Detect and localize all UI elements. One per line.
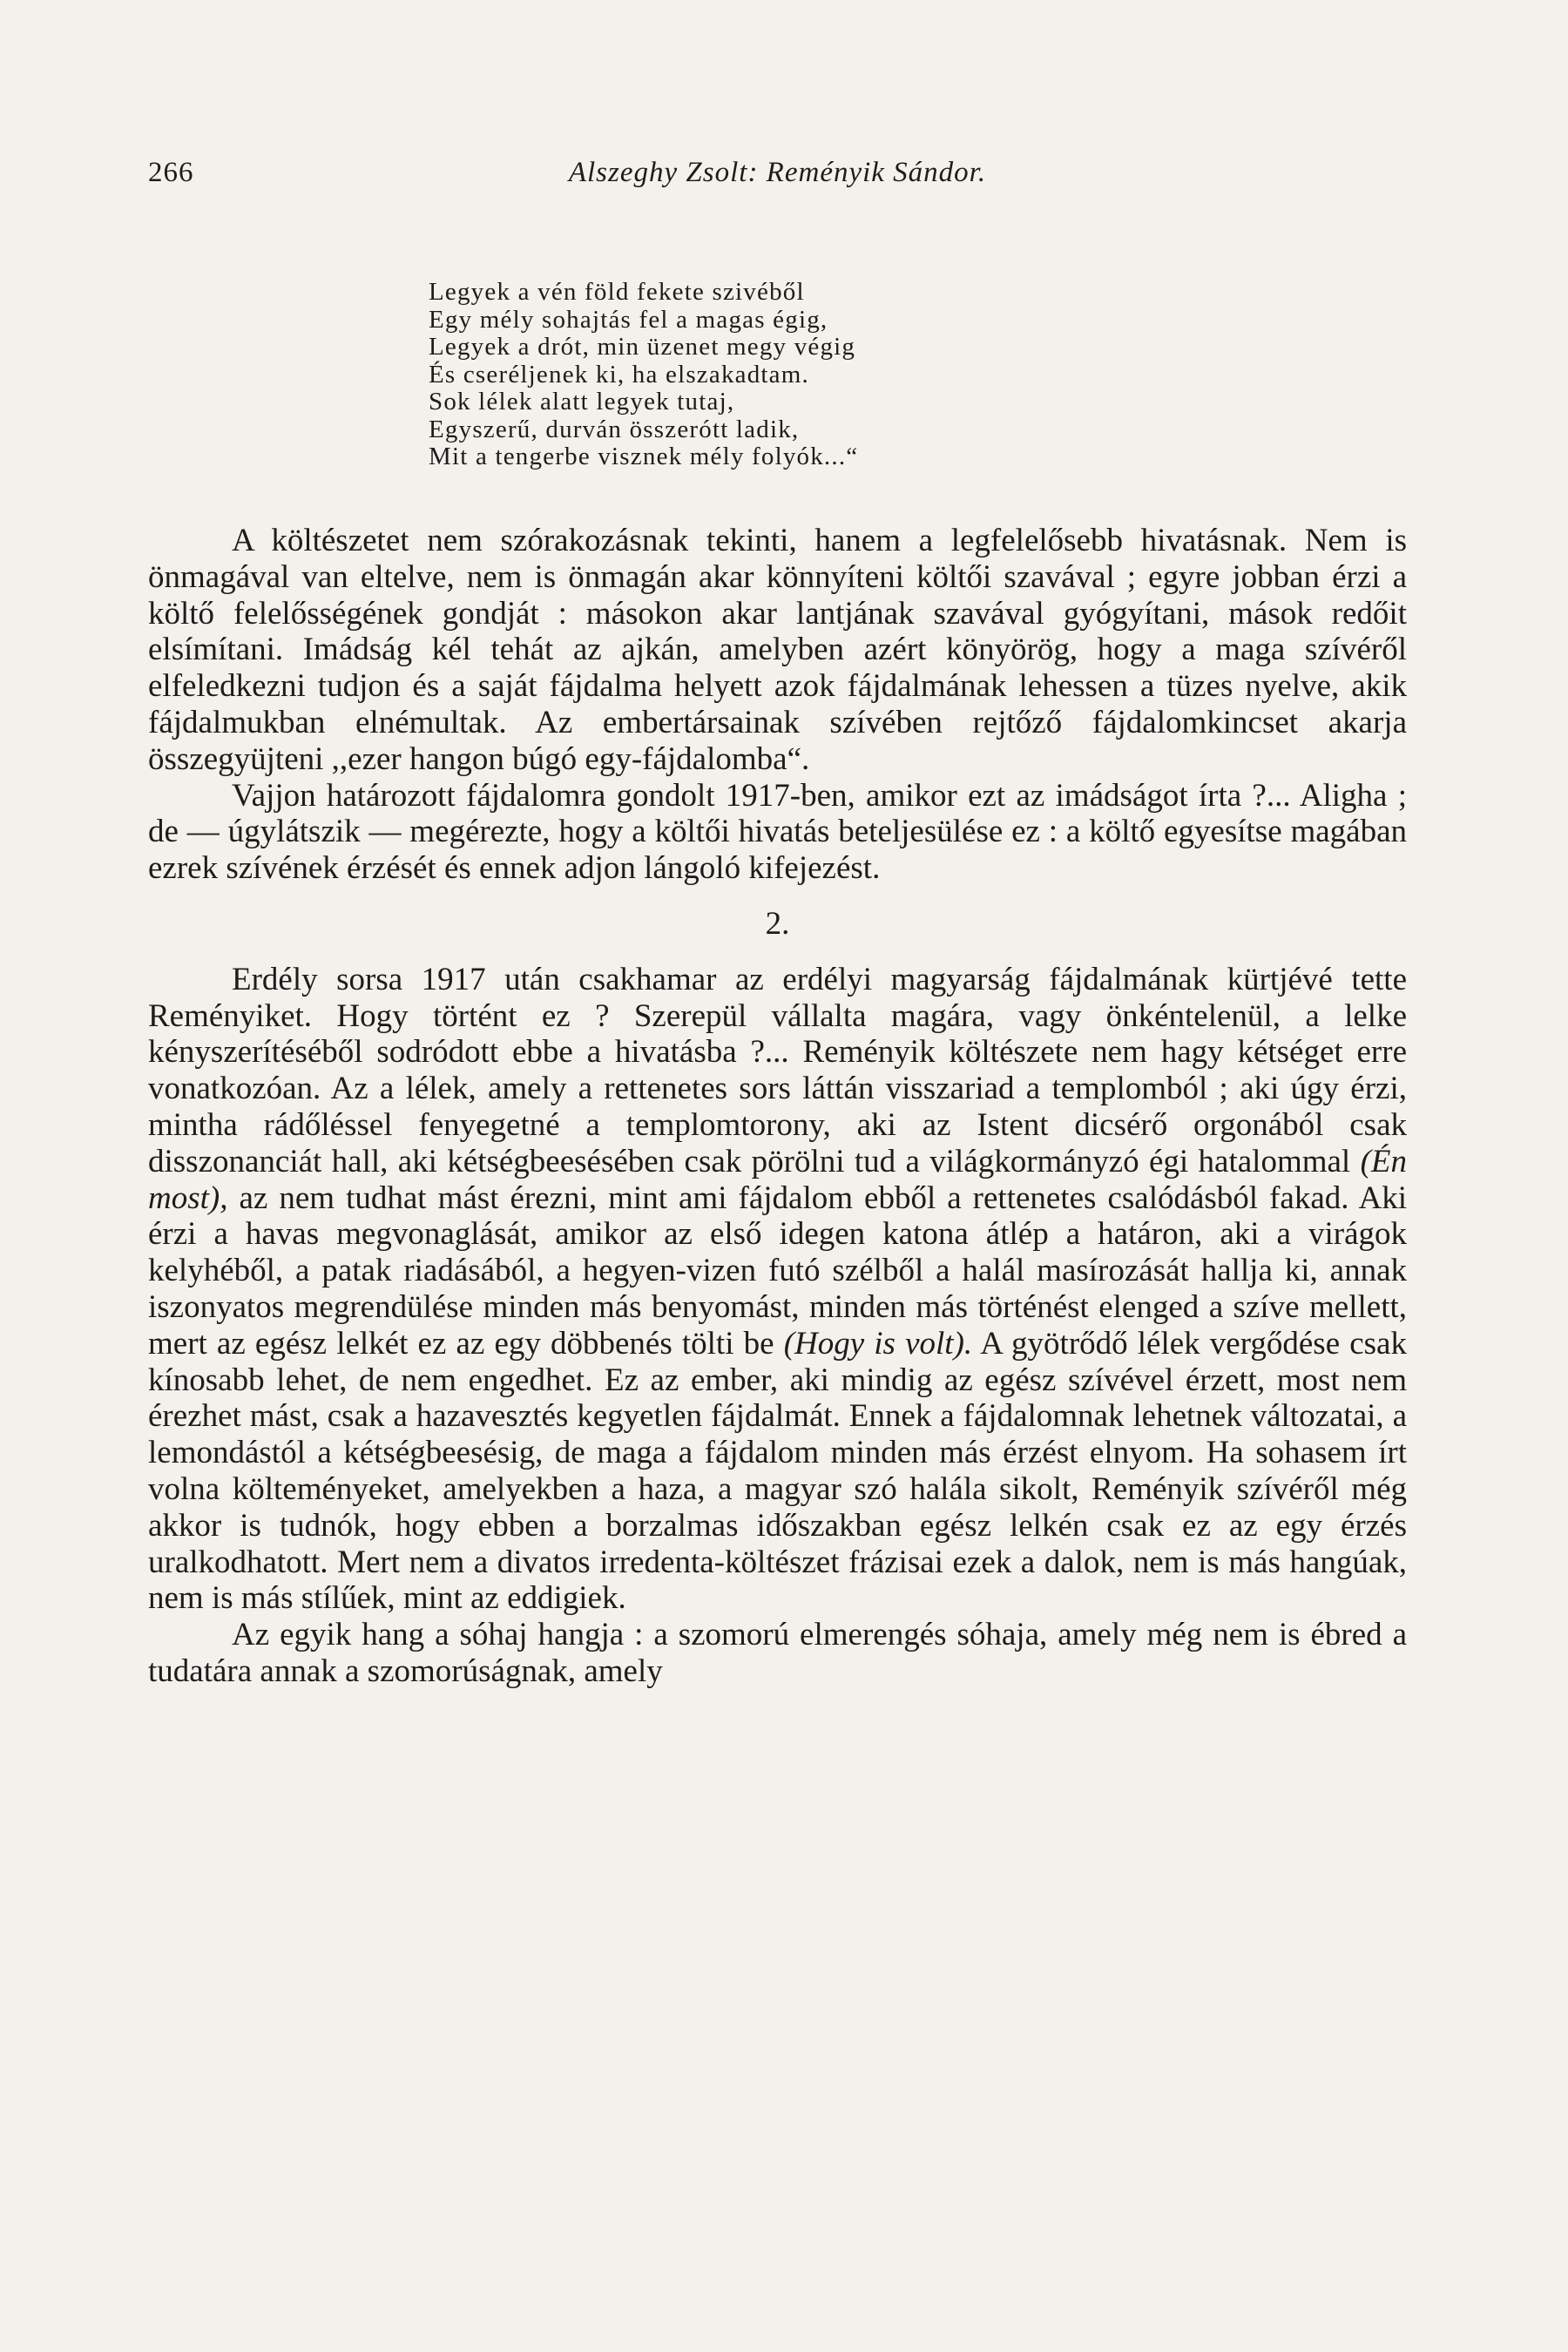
- section-number: 2.: [765, 905, 790, 942]
- paragraph-text: Erdély sorsa 1917 után csakhamar az erdélyi magyarság fájdalmának kürtjévé tette Reményiket. Hogy történt ez ? Szerepül vállalta magára, vagy önkéntelenül, a lelke kényszerítéséből sodródott ebbe a hivatásba ?... Reményik költészete nem hagy kétséget erre vonatkozóan. Az a lélek, amely a rettenetes sors láttán visszariad a templomból ; aki úgy érzi, mintha rádőléssel fenyegetné a templomtorony, aki az Istent dicsérő orgonából csak disszonanciát hall, aki kétségbeesésében csak pörölni tud a világkormányzó égi hatalommal: [148, 961, 1407, 1179]
- verse-quotation: [429, 279, 858, 471]
- verse-line: És cseréljenek ki, ha elszakadtam.: [429, 360, 809, 389]
- verse-line: Legyek a drót, min üzenet megy végig: [429, 333, 856, 361]
- running-title: Alszeghy Zsolt: Reményik Sándor.: [568, 157, 987, 188]
- verse-line: Egy mély sohajtás fel a magas égig,: [429, 305, 828, 334]
- verse-line: Legyek a vén föld fekete szivéből: [429, 278, 805, 306]
- poem-title-reference: (Hogy is volt).: [783, 1325, 973, 1362]
- paragraph-text: az nem tudhat mást érezni, mint ami fájdalom ebből a rettenetes csalódásból fakad. Aki érzi a havas megvonaglását, amikor az első idegen katona átlép a határon, aki a virágok kelyhéből, a patak riadásából, a hegyen-vizen futó szélből a halál masírozását hallja ki, annak iszonyatos megrendülése minden más benyomást, minden más történést elenged a szíve mellett, mert az egész lelkét ez az egy döbbenés tölti be: [148, 1179, 1407, 1362]
- verse-line: Mit a tengerbe visznek mély folyók...“: [429, 443, 859, 470]
- paragraph-text: A gyötrődő lélek vergődése csak kínosabb lehet, de nem engedhet. Ez az ember, aki mindig az egész szívével érzett, most nem érezhet mást, csak a hazavesztés kegyetlen fájdalmát. Ennek a fájdalomnak lehetnek változatai, a lemondástól a kétségbeesésig, de maga a fájdalom minden más érzést elnyom. Ha sohasem írt volna költeményeket, amelyekben a haza, a magyar szó halála sikolt, Reményik szívéről még akkor is tudnók, hogy ebben a borzalmas időszakban egész lelkén csak ez az egy érzés uralkodhatott. Mert nem a divatos irredenta-költészet frázisai ezek a dalok, nem is más hangúak, nem is más stílűek, mint az eddigiek.: [148, 1325, 1407, 1617]
- page-number: 266: [148, 157, 194, 188]
- paragraph: [148, 962, 1407, 1617]
- paragraph: A költészetet nem szórakozásnak tekinti, hanem a legfelelősebb hivatásnak. Nem is önmagával van eltelve, nem is önmagán akar könnyíteni költői szavával ; egyre jobban érzi a költő felelősségének gondját : másokon akar lantjának szavával gyógyítani, mások redőit elsímítani. Imádság kél tehát az ajkán, amelyben azért könyörög, hogy a maga szívéről elfeledkezni tudjon és a saját fájdalma helyett azok fájdalmának lehessen a tüzes nyelve, akik fájdalmukban elnémultak. Az embertársainak szívében rejtőző fájdalomkincset akarja összegyüjteni ,,ezer hangon búgó egy-fájdalomba“.: [148, 523, 1407, 777]
- body-text: [148, 523, 1407, 1690]
- paragraph: Az egyik hang a sóhaj hangja : a szomorú elmerengés sóhaja, amely még nem is ébred a tudatára annak a szomorúságnak, amely: [148, 1617, 1407, 1689]
- paragraph: Vajjon határozott fájdalomra gondolt 1917-ben, amikor ezt az imádságot írta ?... Aligha ; de — úgylátszik — megérezte, hogy a költői hivatás beteljesülése ez : a költő egyesítse magában ezrek szívének érzését és ennek adjon lángoló kifejezést.: [148, 777, 1407, 887]
- verse-line: Sok lélek alatt legyek tutaj,: [429, 388, 735, 416]
- verse-line: Egyszerű, durván összerótt ladik,: [429, 415, 800, 443]
- poem-title-reference: (Én most),: [148, 1143, 1407, 1216]
- page-header: [148, 157, 1407, 200]
